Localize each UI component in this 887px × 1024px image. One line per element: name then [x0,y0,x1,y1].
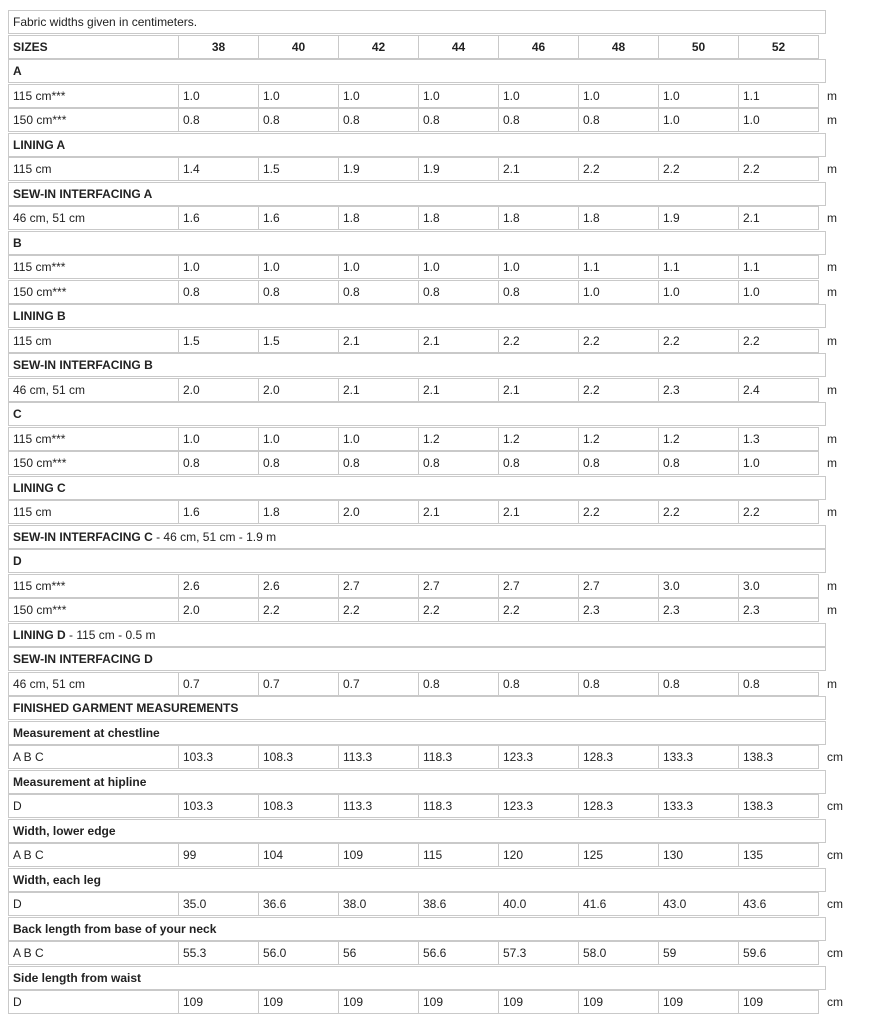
section-title [8,721,826,745]
table-cell: 2.1 [418,329,499,353]
table-cell: 1.5 [258,157,339,181]
unit-label: m [827,162,837,176]
table-cell: 0.8 [418,280,499,304]
size-header-cell: 52 [738,35,819,59]
section-title [8,647,826,671]
table-cell: 118.3 [418,745,499,769]
unit-label: m [827,676,837,691]
table-cell: 41.6 [578,892,659,916]
table-cell: 1.2 [418,427,499,451]
table-cell: 2.3 [658,598,739,622]
row-label: 150 cm*** [8,598,179,622]
section-title [8,476,826,500]
table-cell: 0.8 [178,108,259,132]
size-header-cell: 42 [338,35,419,59]
row-label: 46 cm, 51 cm [8,206,179,230]
table-row [8,378,868,402]
table-cell: 130 [658,843,739,867]
table-cell: 1.0 [178,255,259,279]
table-cell: 109 [498,990,579,1014]
table-cell: 58.0 [578,941,659,965]
table-cell: 38.0 [338,892,419,916]
table-cell: 0.8 [658,672,739,696]
table-cell: 43.6 [738,892,819,916]
table-cell: 1.4 [178,157,259,181]
section-header-row [8,353,825,377]
table-cell: 36.6 [258,892,339,916]
table-cell: 1.8 [258,500,339,524]
unit-label: m [827,260,837,274]
table-cell: 2.2 [258,598,339,622]
row-label: 115 cm [8,329,179,353]
section-title [8,525,826,549]
size-header-cell: 40 [258,35,339,59]
table-cell: 2.2 [658,500,739,524]
table-cell: 2.3 [738,598,819,622]
section-header-row [8,402,825,426]
row-label: D [8,794,179,818]
section-title [8,133,826,157]
table-cell: 109 [338,843,419,867]
table-cell: 59 [658,941,739,965]
table-cell: 1.0 [738,451,819,475]
table-cell: 1.3 [738,427,819,451]
section-title-text: Back length from base of your neck [13,921,217,936]
table-row [8,206,868,230]
section-title-text: LINING D [13,627,66,642]
table-cell: 2.2 [738,500,819,524]
table-cell: 1.0 [258,84,339,108]
table-row [8,451,868,475]
table-row [8,794,868,818]
table-cell: 133.3 [658,794,739,818]
section-header-row [8,917,825,941]
section-title [8,402,826,426]
section-title [8,549,826,573]
unit-label: m [827,284,837,299]
table-cell: 2.7 [498,574,579,598]
table-cell: 109 [338,990,419,1014]
table-row [8,598,868,622]
table-cell: 1.0 [578,84,659,108]
table-cell: 43.0 [658,892,739,916]
table-cell: 0.8 [738,672,819,696]
section-header-row [8,549,825,573]
table-cell: 2.2 [738,329,819,353]
table-cell: 0.8 [178,451,259,475]
note-row [8,10,825,34]
section-title-text: Measurement at hipline [13,774,147,789]
table-cell: 0.8 [498,280,579,304]
table-cell: 1.0 [258,255,339,279]
row-label: 46 cm, 51 cm [8,378,179,402]
sizes-label: SIZES [8,35,179,59]
row-label: D [8,892,179,916]
section-title-text: B [13,235,22,250]
table-cell: 138.3 [738,745,819,769]
section-title-text: C [13,407,22,421]
table-cell: 1.8 [498,206,579,230]
table-cell: 35.0 [178,892,259,916]
table-cell: 2.1 [498,378,579,402]
section-title-text: Width, lower edge [13,823,116,838]
section-title-text: Width, each leg [13,872,101,887]
table-row [8,745,868,769]
section-title [8,231,826,255]
table-cell: 3.0 [658,574,739,598]
table-cell: 118.3 [418,794,499,818]
table-cell: 128.3 [578,745,659,769]
table-cell: 1.0 [578,280,659,304]
section-header-row [8,59,825,83]
table-cell: 0.7 [258,672,339,696]
table-cell: 1.8 [418,206,499,230]
row-label: 150 cm*** [8,108,179,132]
fabric-width-note: Fabric widths given in centimeters. [8,10,826,34]
section-header-row [8,696,825,720]
table-cell: 1.1 [738,84,819,108]
table-cell: 1.8 [338,206,419,230]
unit-label: cm [827,995,843,1009]
section-title [8,623,826,647]
table-cell: 1.9 [418,157,499,181]
table-cell: 109 [578,990,659,1014]
table-cell: 125 [578,843,659,867]
section-title-text: SEW-IN INTERFACING C [13,529,153,544]
section-header-row [8,623,825,647]
table-row [8,84,868,108]
table-cell: 123.3 [498,794,579,818]
table-cell: 138.3 [738,794,819,818]
table-cell: 0.7 [178,672,259,696]
section-header-row [8,476,825,500]
row-label: 115 cm*** [8,574,179,598]
unit-label: m [827,382,837,397]
table-cell: 56.0 [258,941,339,965]
table-cell: 133.3 [658,745,739,769]
table-cell: 2.2 [658,157,739,181]
section-title-text: SEW-IN INTERFACING D [13,652,153,666]
section-title [8,696,826,720]
table-row [8,108,868,132]
table-cell: 0.7 [338,672,419,696]
table-cell: 1.2 [578,427,659,451]
section-header-row [8,770,825,794]
table-cell: 2.0 [178,378,259,402]
row-label: D [8,990,179,1014]
table-cell: 1.6 [178,206,259,230]
table-row [8,672,868,696]
table-cell: 2.1 [338,329,419,353]
size-header-cell: 50 [658,35,739,59]
table-cell: 1.0 [418,84,499,108]
table-cell: 2.3 [578,598,659,622]
section-header-row [8,966,825,990]
row-label: 115 cm*** [8,427,179,451]
unit-label: cm [827,799,843,813]
table-cell: 1.6 [178,500,259,524]
section-title [8,917,826,941]
row-label: A B C [8,843,179,867]
table-cell: 1.2 [498,427,579,451]
table-cell: 2.7 [418,574,499,598]
table-cell: 0.8 [578,451,659,475]
row-label: A B C [8,941,179,965]
table-cell: 1.0 [338,427,419,451]
table-row [8,500,868,524]
unit-label: m [827,505,837,519]
row-label: 115 cm [8,500,179,524]
section-title [8,770,826,794]
table-cell: 2.1 [338,378,419,402]
table-cell: 2.2 [578,329,659,353]
table-cell: 1.1 [658,255,739,279]
size-header-cell: 48 [578,35,659,59]
table-cell: 104 [258,843,339,867]
table-cell: 0.8 [258,451,339,475]
unit-label: cm [827,946,843,960]
table-cell: 0.8 [658,451,739,475]
table-row [8,427,868,451]
section-title-text: SEW-IN INTERFACING A [13,186,153,201]
table-cell: 1.0 [738,280,819,304]
table-row [8,329,868,353]
table-cell: 1.2 [658,427,739,451]
row-label: A B C [8,745,179,769]
unit-label: m [827,431,837,446]
table-cell: 99 [178,843,259,867]
table-cell: 2.2 [738,157,819,181]
table-cell: 2.1 [418,378,499,402]
section-title [8,353,826,377]
section-title-text: A [13,64,22,78]
table-cell: 2.2 [578,157,659,181]
table-row [8,892,868,916]
unit-label: m [827,333,837,348]
table-cell: 56.6 [418,941,499,965]
section-title-text: LINING B [13,309,66,323]
table-cell: 109 [658,990,739,1014]
table-cell: 120 [498,843,579,867]
table-cell: 1.0 [498,255,579,279]
table-cell: 57.3 [498,941,579,965]
table-cell: 0.8 [418,672,499,696]
unit-label: m [827,603,837,617]
table-cell: 2.0 [338,500,419,524]
table-cell: 113.3 [338,794,419,818]
table-cell: 113.3 [338,745,419,769]
table-cell: 2.7 [578,574,659,598]
table-cell: 103.3 [178,745,259,769]
table-cell: 1.0 [338,255,419,279]
table-cell: 1.5 [178,329,259,353]
table-cell: 59.6 [738,941,819,965]
table-cell: 2.2 [578,500,659,524]
table-cell: 0.8 [578,672,659,696]
table-cell: 0.8 [338,280,419,304]
row-label: 46 cm, 51 cm [8,672,179,696]
unit-label: m [827,456,837,470]
row-label: 115 cm*** [8,255,179,279]
table-cell: 2.2 [498,598,579,622]
section-header-row [8,182,825,206]
row-label: 150 cm*** [8,451,179,475]
table-cell: 1.0 [498,84,579,108]
table-cell: 2.2 [418,598,499,622]
table-cell: 0.8 [338,451,419,475]
table-row [8,574,868,598]
table-cell: 109 [178,990,259,1014]
section-header-row [8,525,825,549]
table-cell: 1.0 [658,84,739,108]
table-cell: 38.6 [418,892,499,916]
table-cell: 0.8 [418,451,499,475]
table-cell: 1.0 [658,280,739,304]
table-cell: 1.9 [338,157,419,181]
size-header-cell: 44 [418,35,499,59]
section-header-row [8,868,825,892]
section-title [8,304,826,328]
section-header-row [8,721,825,745]
table-cell: 2.1 [418,500,499,524]
table-cell: 56 [338,941,419,965]
unit-label: cm [827,750,843,764]
table-cell: 1.5 [258,329,339,353]
table-cell: 1.1 [578,255,659,279]
row-label: 150 cm*** [8,280,179,304]
table-row [8,843,868,867]
table-row [8,255,868,279]
section-title-text: FINISHED GARMENT MEASUREMENTS [13,701,239,715]
table-cell: 123.3 [498,745,579,769]
section-title [8,868,826,892]
table-cell: 1.0 [418,255,499,279]
section-title [8,59,826,83]
sizes-header-row [8,35,818,59]
table-cell: 135 [738,843,819,867]
unit-label: m [827,88,837,103]
table-cell: 40.0 [498,892,579,916]
section-title-text: D [13,554,22,568]
table-cell: 1.9 [658,206,739,230]
table-cell: 1.0 [178,84,259,108]
size-header-cell: 46 [498,35,579,59]
table-cell: 108.3 [258,745,339,769]
section-title-text: LINING C [13,480,66,495]
table-cell: 2.2 [658,329,739,353]
table-cell: 1.0 [178,427,259,451]
section-header-row [8,819,825,843]
table-cell: 109 [418,990,499,1014]
table-cell: 2.6 [178,574,259,598]
table-cell: 0.8 [338,108,419,132]
table-cell: 2.1 [498,500,579,524]
table-cell: 0.8 [258,280,339,304]
table-cell: 0.8 [578,108,659,132]
row-label: 115 cm*** [8,84,179,108]
table-cell: 1.6 [258,206,339,230]
table-row [8,990,868,1014]
table-cell: 109 [258,990,339,1014]
unit-label: m [827,578,837,593]
table-cell: 0.8 [498,672,579,696]
table-cell: 0.8 [258,108,339,132]
table-cell: 1.0 [258,427,339,451]
table-cell: 0.8 [418,108,499,132]
section-header-row [8,231,825,255]
table-cell: 1.8 [578,206,659,230]
table-cell: 0.8 [498,451,579,475]
table-cell: 0.8 [178,280,259,304]
table-row [8,941,868,965]
section-title-detail: - 46 cm, 51 cm - 1.9 m [152,529,277,544]
section-title [8,966,826,990]
table-cell: 115 [418,843,499,867]
table-cell: 1.0 [658,108,739,132]
table-cell: 128.3 [578,794,659,818]
section-header-row [8,304,825,328]
table-row [8,280,868,304]
unit-label: cm [827,897,843,911]
table-cell: 0.8 [498,108,579,132]
section-header-row [8,647,825,671]
section-title-detail: - 115 cm - 0.5 m [65,627,156,642]
table-cell: 103.3 [178,794,259,818]
table-row [8,157,868,181]
table-cell: 2.2 [498,329,579,353]
section-title-text: LINING A [13,137,66,152]
section-title [8,182,826,206]
table-cell: 108.3 [258,794,339,818]
table-cell: 2.0 [178,598,259,622]
table-cell: 2.1 [738,206,819,230]
table-cell: 1.0 [738,108,819,132]
unit-label: m [827,113,837,127]
table-cell: 2.4 [738,378,819,402]
section-title [8,819,826,843]
section-title-text: SEW-IN INTERFACING B [13,358,153,372]
table-cell: 1.1 [738,255,819,279]
section-header-row [8,133,825,157]
table-cell: 2.6 [258,574,339,598]
table-cell: 2.2 [338,598,419,622]
unit-label: cm [827,848,843,862]
row-label: 115 cm [8,157,179,181]
table-cell: 2.0 [258,378,339,402]
unit-label: m [827,211,837,225]
section-title-text: Side length from waist [13,970,142,985]
size-header-cell: 38 [178,35,259,59]
table-cell: 2.3 [658,378,739,402]
section-title-text: Measurement at chestline [13,725,160,740]
table-cell: 3.0 [738,574,819,598]
table-cell: 1.0 [338,84,419,108]
table-cell: 2.2 [578,378,659,402]
table-cell: 2.1 [498,157,579,181]
table-cell: 55.3 [178,941,259,965]
table-cell: 109 [738,990,819,1014]
table-cell: 2.7 [338,574,419,598]
